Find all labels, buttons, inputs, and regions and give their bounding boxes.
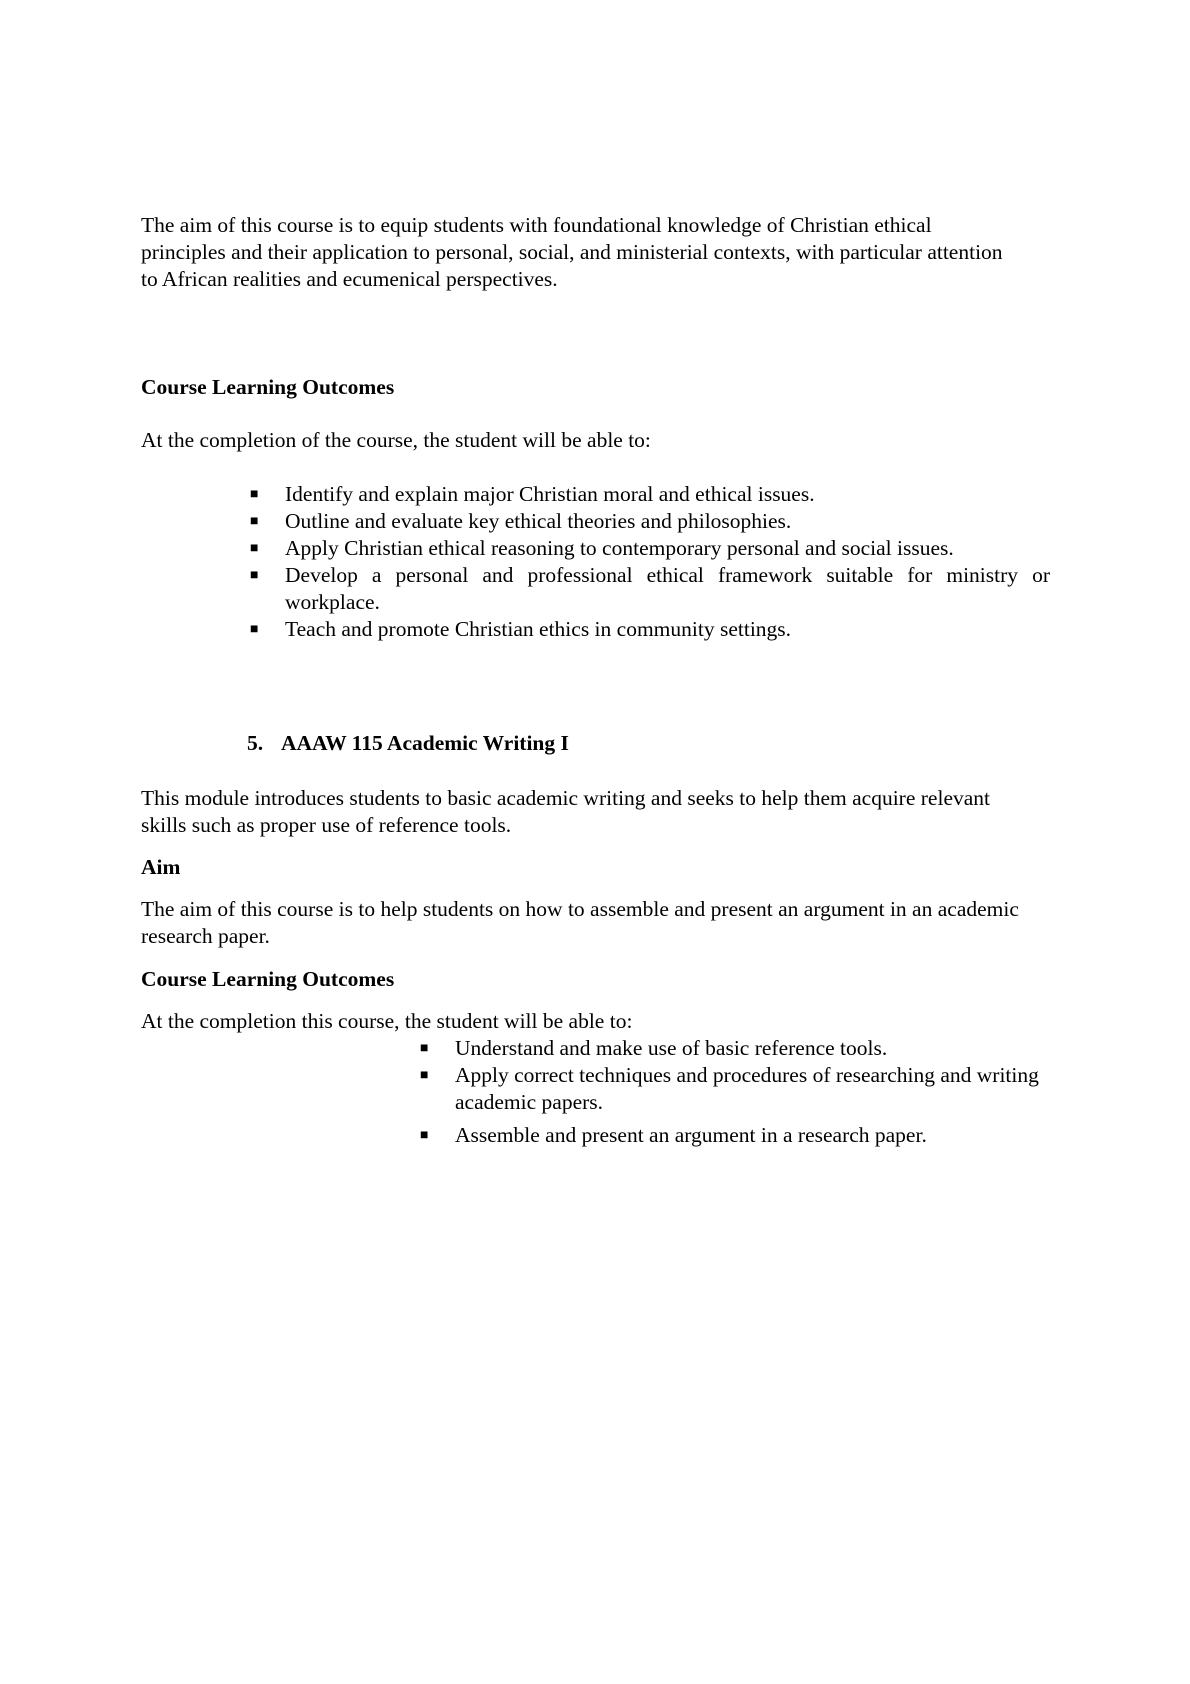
- ethics-outcomes-list: [250, 481, 1050, 643]
- list-item: ■ Apply Christian ethical reasoning to contemporary personal and social issues.: [250, 536, 954, 560]
- bullet-icon: ■: [420, 1128, 429, 1143]
- writing-aim-heading: Aim: [141, 855, 181, 879]
- ethics-outcomes-intro: At the completion of the course, the student will be able to:: [141, 428, 651, 452]
- bullet-icon: ■: [250, 487, 259, 502]
- writing-outcomes-list: [420, 1035, 1040, 1149]
- bullet-icon: ■: [250, 568, 259, 583]
- list-item: ■ Outline and evaluate key ethical theories and philosophies.: [250, 509, 792, 533]
- list-item: ■ Identify and explain major Christian moral and ethical issues.: [250, 482, 815, 506]
- ethics-outcomes-heading: Course Learning Outcomes: [141, 375, 395, 399]
- writing-outcomes-heading: Course Learning Outcomes: [141, 967, 395, 991]
- ethics-aim-paragraph: [141, 212, 1011, 293]
- writing-outcomes-intro: At the completion this course, the student will be able to:: [141, 1009, 633, 1033]
- bullet-icon: ■: [250, 622, 259, 637]
- writing-description: This module introduces students to basic academic writing and seeks to help them acquire relevant skills such as proper use of reference tools.: [141, 786, 990, 837]
- bullet-icon: ■: [250, 541, 259, 556]
- bullet-icon: ■: [420, 1068, 429, 1083]
- course-title: AAAW 115 Academic Writing I: [281, 731, 569, 755]
- list-item: ■ Develop a personal and professional ethical framework suitable for ministry or workplace.: [250, 563, 1050, 614]
- bullet-icon: ■: [250, 514, 259, 529]
- list-item: ■ Apply correct techniques and procedures of researching and writing academic papers.: [420, 1063, 1039, 1114]
- list-item: ■ Assemble and present an argument in a research paper.: [420, 1123, 927, 1147]
- list-item: ■ Teach and promote Christian ethics in community settings.: [250, 617, 792, 641]
- writing-aim-text: The aim of this course is to help students on how to assemble and present an argument in an academic research paper.: [141, 897, 1019, 948]
- course-number: 5.: [247, 731, 264, 755]
- bullet-icon: ■: [420, 1041, 429, 1056]
- list-item: ■ Understand and make use of basic reference tools.: [420, 1036, 888, 1060]
- ethics-aim-text: The aim of this course is to equip students with foundational knowledge of Christian ethical principles and their application to personal, social, and ministerial contexts, with particular attention to African realities and ecumenical perspectives.: [141, 213, 1003, 291]
- course-heading: [247, 730, 569, 757]
